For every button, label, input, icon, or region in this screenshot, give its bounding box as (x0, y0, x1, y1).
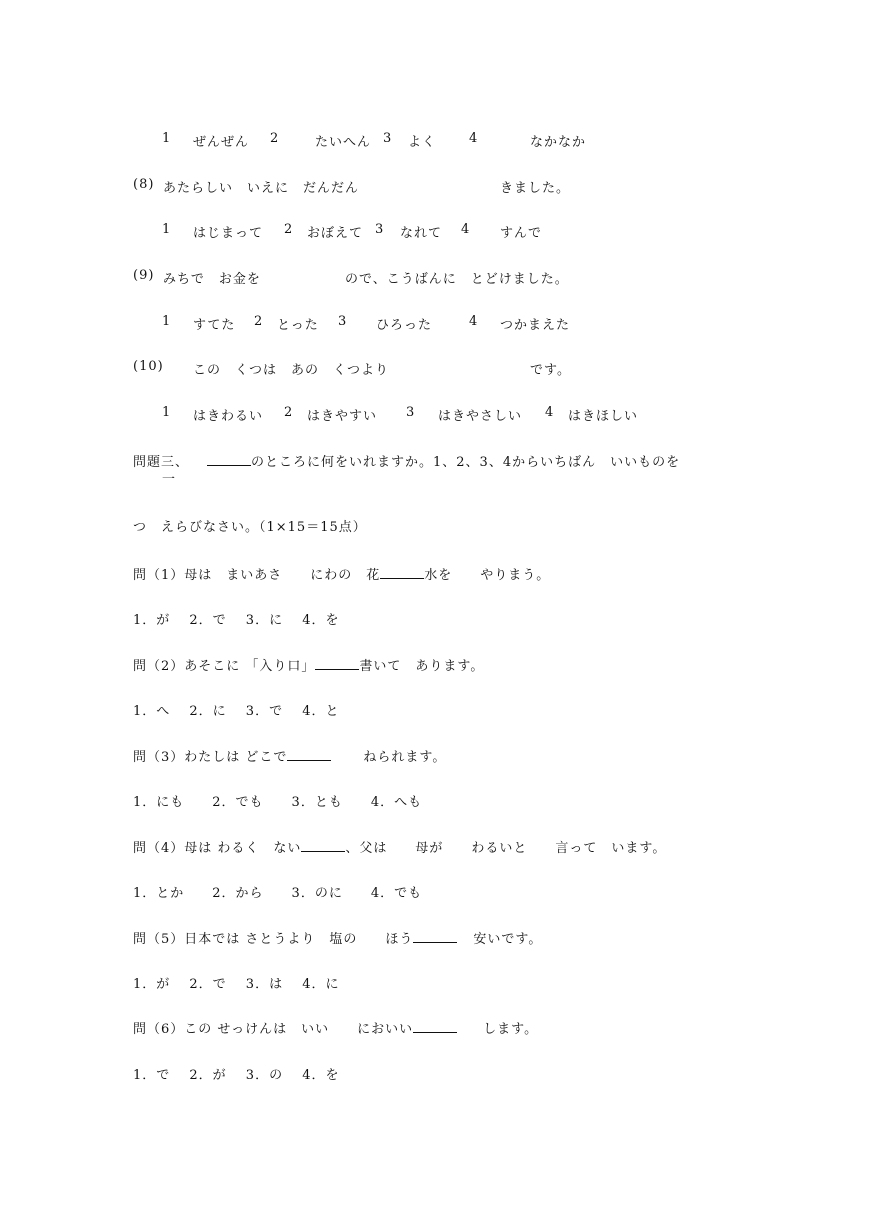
problem-4-blank (301, 839, 345, 852)
section3-instruction (207, 451, 680, 470)
q8-opt-num-3: 3 (375, 222, 385, 237)
q9-tail: ので、こうばんに とどけました。 (345, 272, 569, 287)
q8-opt-4: すんで (500, 226, 543, 241)
answer-blank (207, 453, 251, 466)
problem-2-text-a: 問（2）あそこに 「入り口」 (133, 659, 316, 674)
q9-opt-1: すてた (193, 318, 236, 333)
problem-5-blank (413, 930, 457, 943)
problem-1-options: 1．が 2．で 3．に 4．を (133, 613, 340, 628)
q7-opt-num-3: 3 (383, 131, 393, 146)
problem-6-blank (413, 1020, 457, 1033)
q10-number: (10) (133, 359, 164, 374)
q8-opt-1: はじまって (193, 226, 264, 241)
q9-opt-num-1: 1 (162, 314, 172, 329)
q10-opt-1: はきわるい (193, 409, 264, 424)
problem-3-blank (287, 748, 331, 761)
problem-2-blank (315, 657, 359, 670)
q10-opt-num-4: 4 (545, 405, 555, 420)
q7-opt-1: ぜんぜん (193, 135, 250, 150)
problem-6-text-b: します。 (483, 1022, 539, 1037)
q9-opt-3: ひろった (376, 318, 433, 333)
q10-opt-4: はきほしい (568, 409, 639, 424)
problem-6-text-a: 問（6）この せっけんは いい においい (133, 1022, 414, 1037)
q9-opt-num-2: 2 (254, 314, 264, 329)
q10-text: この くつは あの くつより (193, 363, 390, 378)
section3-instruction-wrap: 一 (162, 472, 177, 487)
q8-number: (8) (133, 177, 155, 192)
problem-6-options: 1．で 2．が 3．の 4．を (133, 1068, 340, 1083)
problem-2 (133, 655, 484, 674)
q7-opt-num-1: 1 (162, 131, 172, 146)
q10-opt-3: はきやさしい (438, 409, 523, 424)
problem-4-options: 1．とか 2．から 3．のに 4．でも (133, 886, 423, 901)
q8-opt-3: なれて (400, 226, 443, 241)
q8-opt-num-4: 4 (461, 222, 471, 237)
q9-opt-2: とった (277, 318, 319, 333)
problem-5-text-b: 安いです。 (473, 932, 543, 947)
q10-opt-num-2: 2 (284, 405, 294, 420)
q7-opt-4: なかなか (530, 135, 587, 150)
problem-2-options: 1．へ 2．に 3．で 4．と (133, 704, 340, 719)
problem-5-text-a: 問（5）日本では さとうより 塩の ほう (133, 932, 414, 947)
problem-1-blank (380, 566, 424, 579)
problem-4-text-b: 、父は 母が わるいと 言って います。 (345, 841, 667, 856)
q10-opt-num-3: 3 (406, 405, 416, 420)
problem-2-text-b: 書いて あります。 (359, 659, 485, 674)
section3-instruction-2: つ えらびなさい。（1×15＝15点） (133, 520, 367, 535)
problem-3 (133, 746, 446, 765)
q7-opt-num-2: 2 (270, 131, 280, 146)
problem-3-text-b: ねられます。 (363, 750, 447, 765)
problem-4 (133, 837, 666, 856)
q8-opt-2: おぼえて (307, 226, 364, 241)
q8-opt-num-2: 2 (284, 222, 294, 237)
problem-3-options: 1．にも 2．でも 3．とも 4．へも (133, 795, 423, 810)
q8-text: あたらしい いえに だんだん (163, 181, 360, 196)
q7-opt-2: たいへん (315, 135, 372, 150)
problem-5 (133, 928, 542, 947)
q9-opt-num-4: 4 (469, 314, 479, 329)
q9-number: (9) (133, 268, 155, 283)
q7-opt-3: よく (408, 135, 437, 150)
q9-opt-4: つかまえた (500, 318, 571, 333)
problem-6 (133, 1018, 538, 1037)
q8-opt-num-1: 1 (162, 222, 172, 237)
problem-1-text-a: 問（1）母は まいあさ にわの 花 (133, 568, 381, 583)
problem-3-text-a: 問（3）わたしは どこで (133, 750, 288, 765)
problem-5-options: 1．が 2．で 3．は 4．に (133, 977, 340, 992)
section3-instruction-text: のところに何をいれますか。1、2、3、4からいちばん いいものを (251, 455, 681, 470)
problem-1-text-b: 水を やりまう。 (424, 568, 551, 583)
problem-1 (133, 564, 550, 583)
q8-tail: きました。 (500, 181, 571, 196)
q9-text: みちで お金を (163, 272, 261, 287)
q10-opt-2: はきやすい (307, 409, 378, 424)
q10-opt-num-1: 1 (162, 405, 172, 420)
section3-label: 問題三、 (133, 455, 190, 470)
q7-opt-num-4: 4 (469, 131, 479, 146)
q9-opt-num-3: 3 (338, 314, 348, 329)
problem-4-text-a: 問（4）母は わるく ない (133, 841, 302, 856)
q10-tail: です。 (530, 363, 571, 378)
